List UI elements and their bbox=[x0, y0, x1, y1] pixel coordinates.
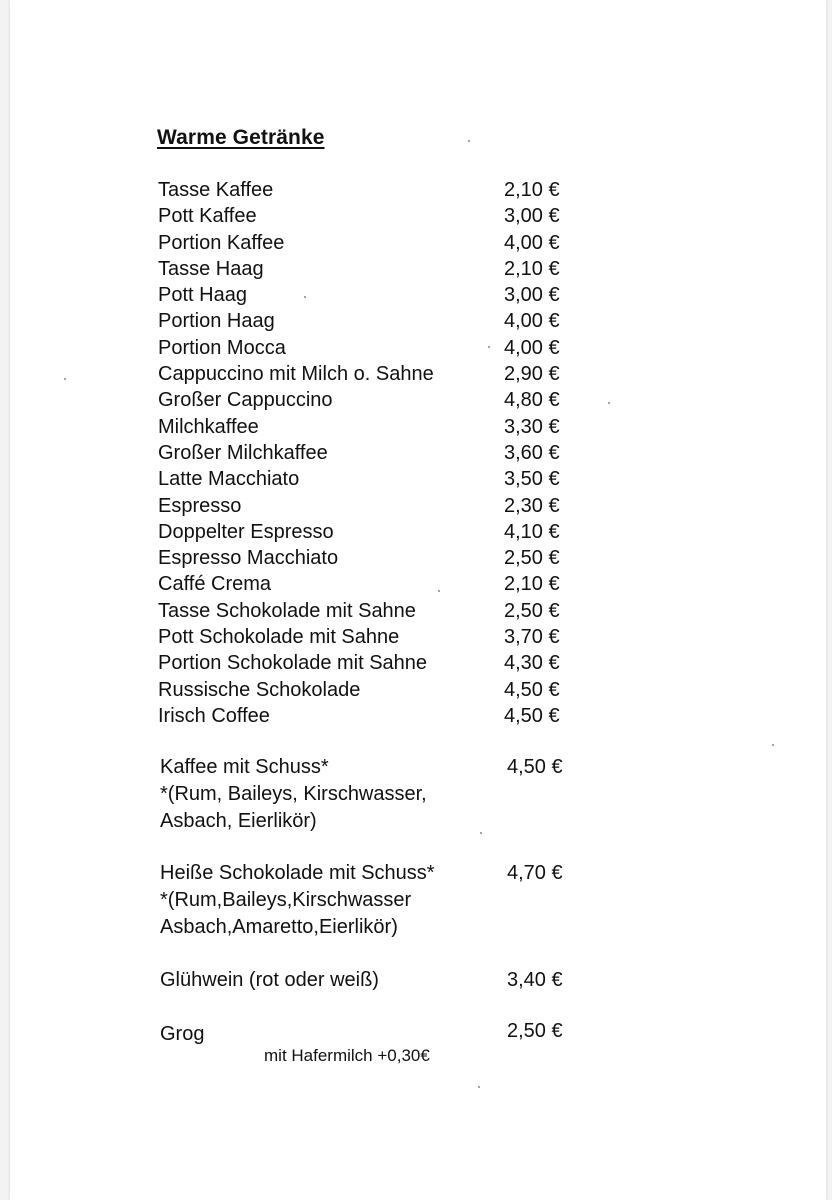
menu-list bbox=[158, 177, 578, 729]
item-price: 4,10 € bbox=[504, 520, 560, 543]
item-name: Cappuccino mit Milch o. Sahne bbox=[158, 363, 434, 386]
item-price: 3,40 € bbox=[507, 969, 563, 991]
menu-item bbox=[158, 256, 578, 282]
menu-item-heisse-schokolade-mit-schuss bbox=[160, 860, 580, 941]
menu-item bbox=[158, 677, 578, 703]
item-price: 4,30 € bbox=[504, 652, 560, 675]
menu-item bbox=[158, 335, 578, 361]
menu-item-gluehwein bbox=[160, 967, 580, 994]
menu-item bbox=[158, 598, 578, 624]
item-name: Tasse Haag bbox=[158, 257, 264, 280]
item-price: 2,50 € bbox=[507, 1020, 563, 1042]
item-price: 4,00 € bbox=[504, 336, 560, 359]
item-name: Caffé Crema bbox=[158, 573, 272, 596]
item-price: 2,50 € bbox=[504, 599, 560, 622]
menu-item bbox=[158, 203, 578, 229]
item-name: Espresso Macchiato bbox=[158, 547, 339, 570]
menu-item bbox=[158, 519, 578, 545]
item-price: 4,50 € bbox=[504, 704, 560, 727]
item-price: 4,00 € bbox=[504, 231, 560, 254]
grog-note: mit Hafermilch +0,30€ bbox=[264, 1046, 430, 1065]
item-price: 4,80 € bbox=[504, 389, 560, 412]
paper-speck bbox=[480, 832, 482, 834]
menu-item bbox=[158, 545, 578, 571]
item-price: 3,70 € bbox=[504, 626, 560, 649]
paper-speck bbox=[468, 140, 470, 142]
menu-item-grog bbox=[160, 1021, 580, 1048]
paper-speck bbox=[304, 296, 306, 298]
item-price: 3,00 € bbox=[504, 205, 560, 228]
item-name: Latte Macchiato bbox=[158, 468, 300, 491]
item-price: 3,30 € bbox=[504, 415, 560, 438]
item-name: Portion Haag bbox=[158, 310, 275, 333]
item-name: Grog bbox=[160, 1023, 205, 1045]
item-price: 2,10 € bbox=[504, 179, 560, 201]
item-price: 4,50 € bbox=[504, 678, 560, 701]
menu-item bbox=[158, 703, 578, 729]
menu-item bbox=[158, 177, 578, 203]
item-name: Pott Schokolade mit Sahne bbox=[158, 626, 400, 649]
item-note: *(Rum,Baileys,Kirschwasser Asbach,Amaretto,Eierlikör) bbox=[160, 889, 412, 938]
item-price: 3,50 € bbox=[504, 468, 560, 491]
menu-item bbox=[158, 230, 578, 256]
item-name: Portion Schokolade mit Sahne bbox=[158, 652, 428, 675]
menu-item bbox=[158, 361, 578, 387]
item-name: Glühwein (rot oder weiß) bbox=[160, 969, 379, 991]
item-price: 2,30 € bbox=[504, 494, 560, 517]
item-price: 2,90 € bbox=[504, 363, 560, 386]
paper-speck bbox=[772, 744, 774, 746]
item-price: 2,10 € bbox=[504, 573, 560, 596]
menu-item bbox=[158, 308, 578, 334]
item-name: Doppelter Espresso bbox=[158, 520, 334, 543]
item-name: Tasse Kaffee bbox=[158, 179, 274, 201]
menu-item-kaffee-mit-schuss bbox=[160, 754, 580, 835]
menu-item bbox=[158, 650, 578, 676]
item-name: Heiße Schokolade mit Schuss* bbox=[160, 862, 435, 884]
paper-speck bbox=[608, 402, 610, 404]
item-price: 2,50 € bbox=[504, 547, 560, 570]
menu-item bbox=[158, 466, 578, 492]
menu-item bbox=[158, 624, 578, 650]
item-name: Großer Cappuccino bbox=[158, 389, 333, 412]
menu-item bbox=[158, 387, 578, 413]
item-name: Pott Kaffee bbox=[158, 205, 257, 228]
item-name: Portion Kaffee bbox=[158, 231, 285, 254]
item-name: Pott Haag bbox=[158, 284, 247, 307]
menu-item bbox=[158, 493, 578, 519]
paper-speck bbox=[438, 590, 440, 592]
item-price: 4,00 € bbox=[504, 310, 560, 333]
item-name: Espresso bbox=[158, 494, 242, 517]
paper-speck bbox=[478, 1086, 480, 1088]
item-name: Großer Milchkaffee bbox=[158, 441, 328, 464]
item-name: Russische Schokolade bbox=[158, 678, 361, 701]
menu-item bbox=[158, 414, 578, 440]
item-name: Milchkaffee bbox=[158, 415, 259, 438]
item-note: *(Rum, Baileys, Kirschwasser, Asbach, Eierlikör) bbox=[160, 783, 427, 832]
item-price: 2,10 € bbox=[504, 257, 560, 280]
menu-item bbox=[158, 440, 578, 466]
item-name: Kaffee mit Schuss* bbox=[160, 756, 329, 778]
item-price: 4,70 € bbox=[507, 862, 563, 884]
item-name: Irisch Coffee bbox=[158, 704, 270, 727]
menu-item bbox=[158, 571, 578, 597]
item-name: Portion Mocca bbox=[158, 336, 286, 359]
menu-item bbox=[158, 282, 578, 308]
item-price: 3,00 € bbox=[504, 284, 560, 307]
item-price: 3,60 € bbox=[504, 441, 560, 464]
menu-title: Warme Getränke bbox=[157, 126, 325, 149]
paper-speck bbox=[64, 378, 66, 380]
item-price: 4,50 € bbox=[507, 756, 563, 778]
item-name: Tasse Schokolade mit Sahne bbox=[158, 599, 416, 622]
paper-speck bbox=[488, 346, 490, 348]
